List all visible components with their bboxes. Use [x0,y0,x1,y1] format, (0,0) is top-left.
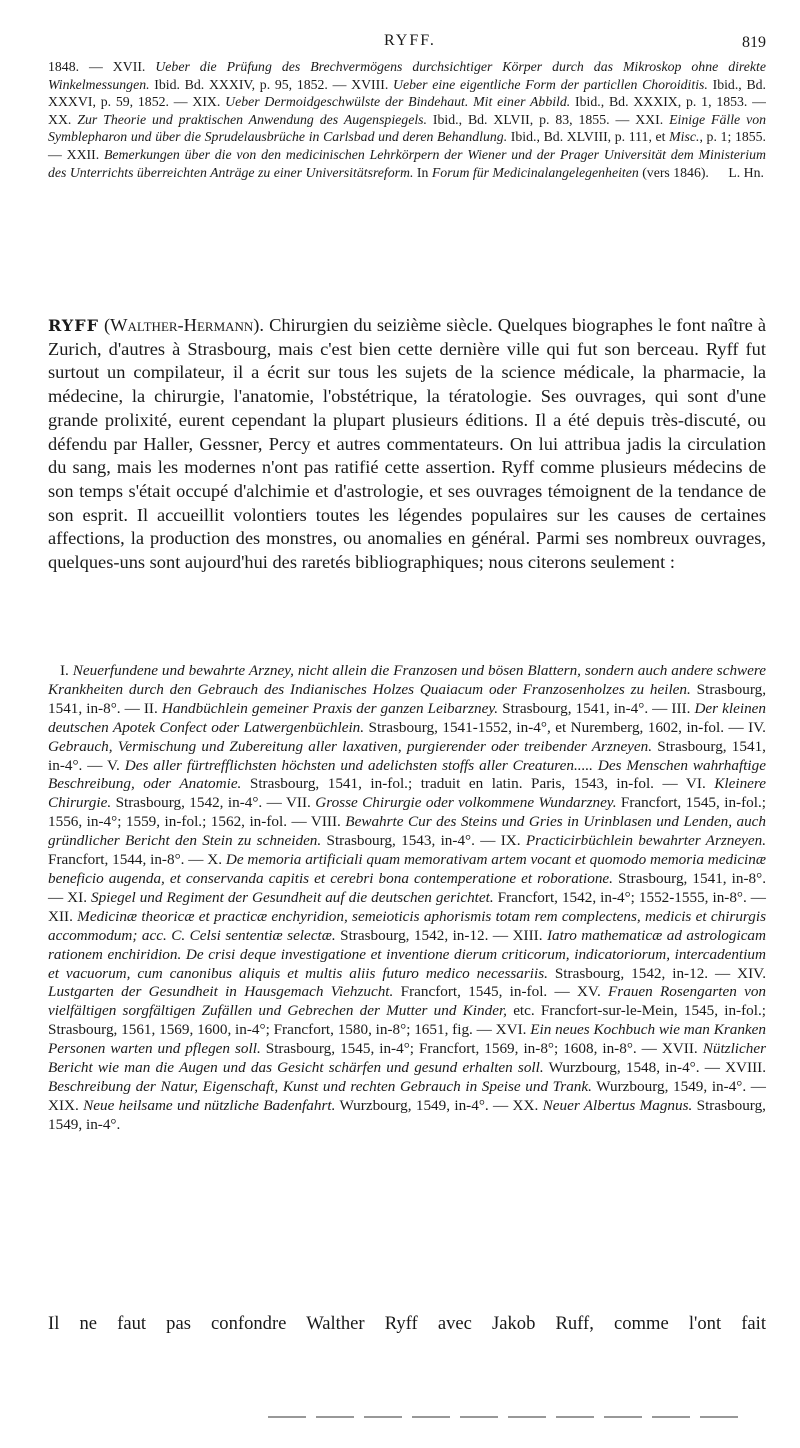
italic-title: Practicirbüchlein bewahrter Arzneyen. [525,832,766,850]
text-run: Francfort, 1545, in-fol.; 1556, in-4°; 1559, in-fol.; 1562, in-fol. — VIII. [48,794,766,831]
text-run: Strasbourg, 1545, in-4°; Francfort, 1569, in-8°; 1608, in-8°. — XVII. [260,1040,703,1058]
italic-title: Kleinere Chirurgie. [48,775,766,812]
text-run: (vers 1846). [638,164,709,180]
text-run: Strasbourg, 1541-1552, in-4°, et Nuremberg, 1602, in-fol. — IV. [364,718,766,736]
text-run: Strasbourg, 1549, in-4°. [48,1096,766,1133]
article-ryff [48,314,766,575]
text-run: etc. Francfort-sur-le-Mein, 1545, in-fol.; Strasbourg, 1561, 1569, 1600, in-4°; Francfort, 1580, in-8°; 1651, fig. — XVI. [48,1002,767,1039]
text-run: Ibid., Bd. XLVIII, p. 111, et [507,129,670,145]
text-run: Francfort, 1545, in-fol. — XV. [393,983,609,1001]
author-signature: L. Hn. [728,164,764,180]
bibliography-text [48,59,766,180]
text-run: Wurzbourg, 1548, in-4°. — XVIII. [543,1059,766,1077]
italic-title: Zur Theorie und praktischen Anwendung des Augenspiegels. [77,111,427,127]
italic-title: Bewahrte Cur des Steins und Gries in Urinblasen und Lenden, auch gründlicher Bericht den Stein zu schneiden. [48,813,766,850]
text-run: Strasbourg, 1542, in-4°. — VII. [111,794,316,812]
italic-title: Iatro mathematicæ ad astrologicam rationem enchiridion. De crisi deque investigatione et inventione dierum criticorum, indicatoriorum, intercadentium et vacuorum, cum canonibus aliquis et multis aliis futuro medico necessariis. [48,926,766,982]
italic-title: Der kleinen deutschen Apotek Confect oder Latwergenbüchlein. [48,699,766,736]
italic-title: Einige Fälle von Symblepharon und über die Sprudelausbrüche in Carlsbad und deren Behandlung. [48,111,766,145]
italic-title: Frauen Rosengarten von vielfältigen sorgfältigen Zufällen und Gebrechen der Mutter und Kinder, [48,983,767,1020]
text-run: Strasbourg, 1541, in-4°. — III. [498,699,695,717]
italic-title: Nützlicher Bericht wie man die Augen und das Gesicht schärfen und gesund erhalten soll. [48,1040,766,1077]
bibliography-continuation [48,58,766,181]
text-run: Strasbourg, 1543, in-4°. — IX. [321,832,526,850]
text-run: Ibid., Bd. XLVII, p. 83, 1855. — XXI. [426,111,670,127]
text-run: Strasbourg, 1541, in-4°. — V. [48,737,766,774]
italic-title: Neuerfundene und bewahrte Arzney, nicht allein die Franzosen und bösen Blattern, sondern auch andere schwere Krankheiten durch den Gebrauch des Indianisches Holzes Quaiacum oder Franzosenholzes zu heilen. [48,662,766,698]
cut-off-line [268,1416,748,1418]
text-run: Strasbourg, 1541, in-fol.; traduit en latin. Paris, 1543, in-fol. — VI. [241,775,715,793]
works-list [48,662,766,1135]
article-body: Chirurgien du seizième siècle. Quelques biographes le font naître à Zurich, d'autres à Strasbourg, mais c'est bien cette dernière ville qui fut son berceau. Ryff fut surtout un compilateur, il a écrit sur tous les sujets de la science médicale, la pharmacie, la médecine, la chirurgie, l'anatomie, l'obstétrique, la tératologie. Ses ouvrages, qui sont d'une grande prolixité, eurent cependant la plupart plusieurs éditions. Il a été depuis très-discuté, ou défendu par Haller, Gessner, Percy et autres commentateurs. On lui attribua jadis la circulation du sang, mais les modernes n'ont pas ratifié cette assertion. Ryff comme plusieurs médecins de son temps s'était occupé d'alchimie et d'astrologie, et ses ouvrages témoignent de la tendance de son esprit. Il accueillit volontiers toutes les légendes populaires sur les causes de certaines affections, la production des monstres, ou anomalies en général. Parmi ses nombreux ouvrages, quelques-uns sont aujourd'hui des raretés bibliographiques; nous citerons seulement : [48,315,766,573]
italic-title: Medicinæ theoricæ et practicæ enchyridion, semeioticis aphorismis totam rem complectens, medicis et chirurgis accommodum; acc. C. Celsi sententiæ selectæ. [48,907,766,944]
text-run: Francfort, 1542, in-4°; 1552-1555, in-8°. — XII. [48,888,766,925]
italic-title: Beschreibung der Natur, Eigenschaft, Kunst und rechten Gebrauch in Speise und Trank. [48,1077,592,1095]
italic-title: Forum für Medicinalangelegenheiten [431,164,639,180]
text-run: Wurzbourg, 1549, in-4°. — XIX. [48,1077,766,1114]
text-run: In [413,164,432,180]
italic-title: Spiegel und Regiment der Gesundheit auf die deutschen gerichtet. [91,888,494,906]
headword-forename: (Walther-Hermann). [104,315,265,335]
text-run: 1848. — XVII. [48,59,156,74]
italic-title: Des aller fürtrefflichsten höchsten und adelichsten stoffs aller Creaturen..... Des Menschen wahrhaftige Beschreibung, oder Anatomie. [48,756,766,793]
text-run: Francfort, 1544, in-8°. — X. [48,851,226,869]
text-run: Ibid. Bd. XXXIV, p. 95, 1852. — XVIII. [149,76,394,92]
text-run: Wurzbourg, 1549, in-4°. — XX. [335,1096,543,1114]
italic-title: Lustgarten der Gesundheit in Hausgemach Viehzucht. [48,983,394,1001]
running-head: RYFF. [384,32,436,49]
text-run: Ibid., Bd. XXXIX, p. 1, 1853. — XX. [48,94,766,127]
headword: RYFF [48,316,99,335]
italic-title: Neue heilsame und nützliche Badenfahrt. [83,1096,336,1114]
text-run: Strasbourg, 1541, in-8°. — II. [48,680,766,717]
italic-title: Bemerkungen über die von den medicinischen Lehrkörpern der Wiener und der Prager Universität dem Ministerium des Unterrichts überreichten Anträge zu einer Universitätsreform. [48,146,766,180]
italic-title: De memoria artificiali quam memorativam artem vocant et quomodo memoria medicinæ beneficio augenda, et conservanda capitis et cerebri bona contemperatione et roboratione. [48,851,766,887]
closing-paragraph: Il ne faut pas confondre Walther Ryff avec Jakob Ruff, comme l'ont fait [48,1313,766,1334]
italic-title: Ueber Dermoidgeschwülste der Bindehaut. Mit einer Abbild. [225,94,571,110]
italic-title: Gebrauch, Vermischung und Zubereitung aller laxativen, purgierender oder treibender Arzneyen. [48,737,653,755]
italic-title: Ein neues Kochbuch wie man Kranken Personen warten und pflegen soll. [48,1021,767,1058]
text-run: Ibid., Bd. XXXVI, p. 59, 1852. — XIX. [48,76,766,110]
italic-title: Neuer Albertus Magnus. [542,1096,693,1114]
works-text [48,662,766,1133]
text-run: Strasbourg, 1541, in-8°. — XI. [48,869,766,906]
italic-title: Misc. [669,129,700,145]
text-run: Strasbourg, 1542, in-12. — XIV. [547,964,766,982]
italic-title: Handbüchlein gemeiner Praxis der ganzen Leibarzney. [161,699,499,717]
italic-title: Grosse Chirurgie oder volkommene Wundarzney. [315,794,617,812]
text-run: Strasbourg, 1542, in-12. — XIII. [335,926,547,944]
page-number: 819 [742,34,766,51]
text-run: I. [60,662,73,679]
text-run: , p. 1; 1855. — XXII. [48,129,766,162]
italic-title: Ueber eine eigentliche Form der particllen Choroiditis. [393,76,708,92]
italic-title: Ueber die Prüfung des Brechvermögens durchsichtiger Körper durch das Mikroskop ohne direkte Winkelmessungen. [48,59,766,92]
